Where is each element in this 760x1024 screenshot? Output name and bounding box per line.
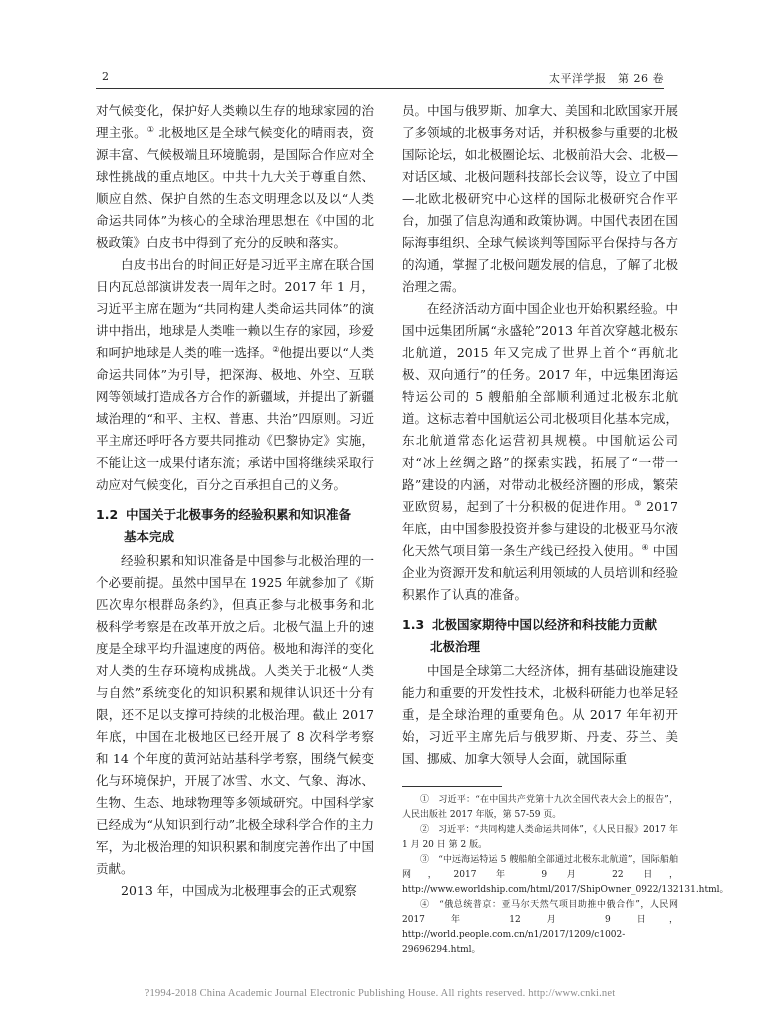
paragraph: 中国是全球第二大经济体，拥有基础设施建设能力和重要的开发性技术，北极科研能力也举足轻重，是全球治理的重要角色。从 2017 年年初开始，习近平主席先后与俄罗斯、丹麦、芬兰、美国、挪威、加拿大领导人会面，就国际重 bbox=[402, 663, 678, 766]
running-header bbox=[96, 70, 664, 90]
footnote: ① 习近平：“在中国共产党第十九次全国代表大会上的报告”，人民出版社 2017 年版，第 57-59 页。 bbox=[402, 795, 678, 820]
section-title: 中国关于北极事务的经验积累和知识准备 bbox=[126, 507, 352, 522]
footnote-ref[interactable]: ② bbox=[272, 344, 280, 354]
paragraph: 在经济活动方面中国企业也开始积累经验。中国中远集团所属“永盛轮”2013 年首次穿越北极东北航道，2015 年又完成了世界上首个“再航北极、双向通行”的任务。2017 年，中远集团海运特运公司的 5 艘船舶全部顺利通过北极东北航道。这标志着中国航运公司北极项目化基本完成，东北航道常态化运营初具规模。中国航运公司对“冰上丝绸之路”的探索实践，拓展了“一带一路”建设的内涵，对带动北极经济圈的形成，繁荣亚欧贸易，起到了十分积极的促进作用。③ 2017 年底，由中国参股投资并参与建设的北极亚马尔液化天然气项目第一条生产线已经投入使用。④ 中国企业为资源开发和航运利用领域的人员培训和经验积累作了认真的准备。 bbox=[402, 301, 678, 602]
footnote-rule bbox=[402, 786, 502, 787]
paragraph: 白皮书出台的时间正好是习近平主席在联合国日内瓦总部演讲发表一周年之时。2017 年 1 月，习近平主席在题为“共同构建人类命运共同体”的演讲中指出，地球是人类唯一赖以生存的家园，珍爱和呵护地球是人类的唯一选择。②他提出要以“人类命运共同体”为引导，把深海、极地、外空、互联网等领域打造成各方合作的新疆域，并提出了新疆域治理的“和平、主权、普惠、共治”四原则。习近平主席还呼吁各方要共同推动《巴黎协定》实施，不能让这一成果付诸东流；承诺中国将继续采取行动应对气候变化，百分之百承担自己的义务。 bbox=[96, 257, 374, 492]
left-column bbox=[96, 100, 374, 960]
footnote-ref[interactable]: ③ bbox=[634, 498, 642, 508]
header-rule bbox=[96, 88, 664, 89]
footnote: ④ “俄总统普京：亚马尔天然气项目助推中俄合作”，人民网 2017 年 12 月 9 日，http://world.people.com.cn/n1/2017/1209/c1002-29696294.html。 bbox=[402, 900, 678, 955]
footnote: ② 习近平：“共同构建人类命运共同体”，《人民日报》2017 年 1 月 20 日 第 2 版。 bbox=[402, 825, 678, 850]
section-heading bbox=[402, 614, 678, 658]
paragraph: 经验积累和知识准备是中国参与北极治理的一个必要前提。虽然中国早在 1925 年就参加了《斯匹次卑尔根群岛条约》，但真正参与北极事务和北极科学考察是在改革开放之后。北极气温上升的速度是全球平均升温速度的两倍。极地和海洋的变化对人类的生存环境构成挑战。人类关于北极“人类与自然”系统变化的知识积累和规律认识还十分有限，还不足以支撑可持续的北极治理。截止 2017 年底，中国在北极地区已经开展了 8 次科学考察和 14 个年度的黄河站站基科学考察，围绕气候变化与环境保护，开展了冰雪、水文、气象、海冰、生物、生态、地球物理等多领域研究。中国科学家已经成为“从知识到行动”北极全球科学合作的主力军，为北极治理的知识积累和制度完善作出了中国贡献。 bbox=[96, 553, 374, 876]
footnote-ref[interactable]: ④ bbox=[641, 542, 649, 552]
page-number: 2 bbox=[102, 70, 109, 83]
section-title-cont: 基本完成 bbox=[124, 529, 175, 544]
section-title-cont: 北极治理 bbox=[430, 639, 481, 654]
paragraph: 员。中国与俄罗斯、加拿大、美国和北欧国家开展了多领域的北极事务对话，并积极参与重要的北极国际论坛，如北极圈论坛、北极前沿大会、北极—对话区域、北极问题科技部长会议等，设立了中国—北欧北极研究中心这样的国际北极研究合作平台，加强了信息沟通和政策协调。中国代表团在国际海事组织、全球气候谈判等国际平台保持与各方的沟通，掌握了北极问题发展的信息，了解了北极治理之需。 bbox=[402, 103, 678, 294]
right-column bbox=[402, 100, 729, 960]
journal-title: 太平洋学报 第 26 卷 bbox=[549, 72, 664, 85]
section-number: 1.2 bbox=[96, 507, 119, 522]
section-heading bbox=[96, 504, 374, 548]
footnote-ref[interactable]: ① bbox=[146, 124, 155, 134]
footnotes bbox=[402, 793, 729, 958]
paragraph: 2013 年，中国成为北极理事会的正式观察 bbox=[121, 883, 357, 898]
paragraph: 对气候变化，保护好人类赖以生存的地球家园的治理主张。① 北极地区是全球气候变化的晴雨表，资源丰富、气候极端且环境脆弱，是国际合作应对全球性挑战的重点地区。中共十九大关于尊重自然、顺应自然、保护自然的生态文明理念以及以“人类命运共同体”为核心的全球治理思想在《中国的北极政策》白皮书中得到了充分的反映和落实。 bbox=[96, 103, 374, 250]
section-number: 1.3 bbox=[402, 617, 425, 632]
section-title: 北极国家期待中国以经济和科技能力贡献 bbox=[432, 617, 658, 632]
footnote: ③ “中远海运特运 5 艘船舶全部通过北极东北航道”，国际船舶网，2017 年 9 月 22 日，http://www.eworldship.com/html/2017/ShipOwner_0922/132131.html。 bbox=[402, 855, 729, 895]
copyright-footer: ?1994-2018 China Academic Journal Electronic Publishing House. All rights reserved. http://www.cnki.net bbox=[144, 988, 616, 999]
